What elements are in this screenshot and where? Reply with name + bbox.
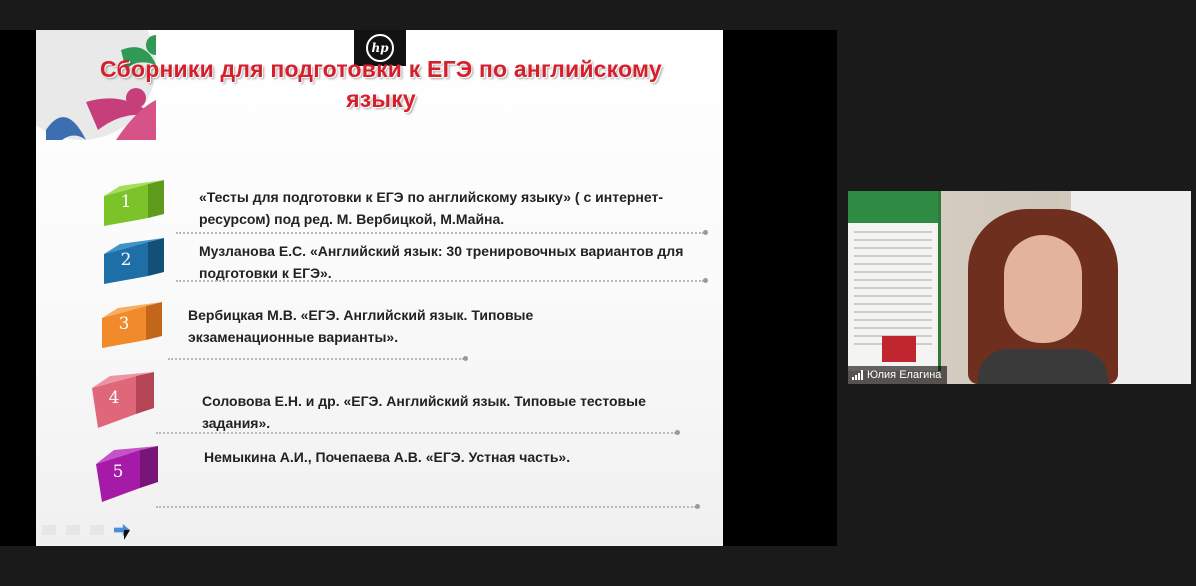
- wall-poster: [848, 191, 941, 371]
- slide-navigation: [42, 524, 130, 536]
- number-cube: [104, 236, 166, 284]
- item-text: Вербицкая М.В. «ЕГЭ. Английский язык. Типовые экзаменационные варианты».: [188, 307, 534, 345]
- prev-slide-icon[interactable]: [42, 525, 56, 535]
- slide-title: Сборники для подготовки к ЕГЭ по английскому языку: [100, 56, 662, 112]
- participant-name-tag: [848, 366, 947, 384]
- pen-icon[interactable]: [66, 525, 80, 535]
- divider: [168, 358, 464, 360]
- divider: [156, 432, 676, 434]
- mouse-cursor-icon: [124, 530, 130, 540]
- divider: [176, 232, 704, 234]
- number-cube: [102, 300, 164, 348]
- item-text: Немыкина А.И., Почепаева А.В. «ЕГЭ. Устная часть».: [204, 449, 571, 465]
- item-text: Соловова Е.Н. и др. «ЕГЭ. Английский язык. Типовые тестовые задания».: [202, 393, 646, 431]
- item-number: 3: [118, 314, 130, 334]
- signal-strength-icon: [852, 370, 863, 380]
- participant-video[interactable]: [848, 191, 1191, 384]
- divider: [176, 280, 704, 282]
- participant-person: [968, 209, 1118, 384]
- item-text: «Тесты для подготовки к ЕГЭ по английскому языку» ( с интернет-ресурсом) под ред. М. Вербицкой, М.Майна.: [199, 189, 663, 227]
- item-number: 5: [112, 462, 124, 482]
- item-number: 2: [120, 250, 132, 270]
- item-number: 4: [108, 388, 120, 408]
- item-text: Музланова Е.С. «Английский язык: 30 тренировочных вариантов для подготовки к ЕГЭ».: [199, 243, 684, 281]
- hp-logo-icon: hp: [366, 34, 394, 62]
- presentation-slide: [36, 30, 723, 546]
- number-cube: [92, 368, 154, 416]
- shared-screen[interactable]: [0, 30, 837, 546]
- item-number: 1: [120, 192, 132, 212]
- menu-icon[interactable]: [90, 525, 104, 535]
- participant-name: Юлия Елагина: [867, 369, 942, 381]
- divider: [156, 506, 696, 508]
- number-cube: [104, 178, 166, 226]
- number-cube: [96, 442, 158, 490]
